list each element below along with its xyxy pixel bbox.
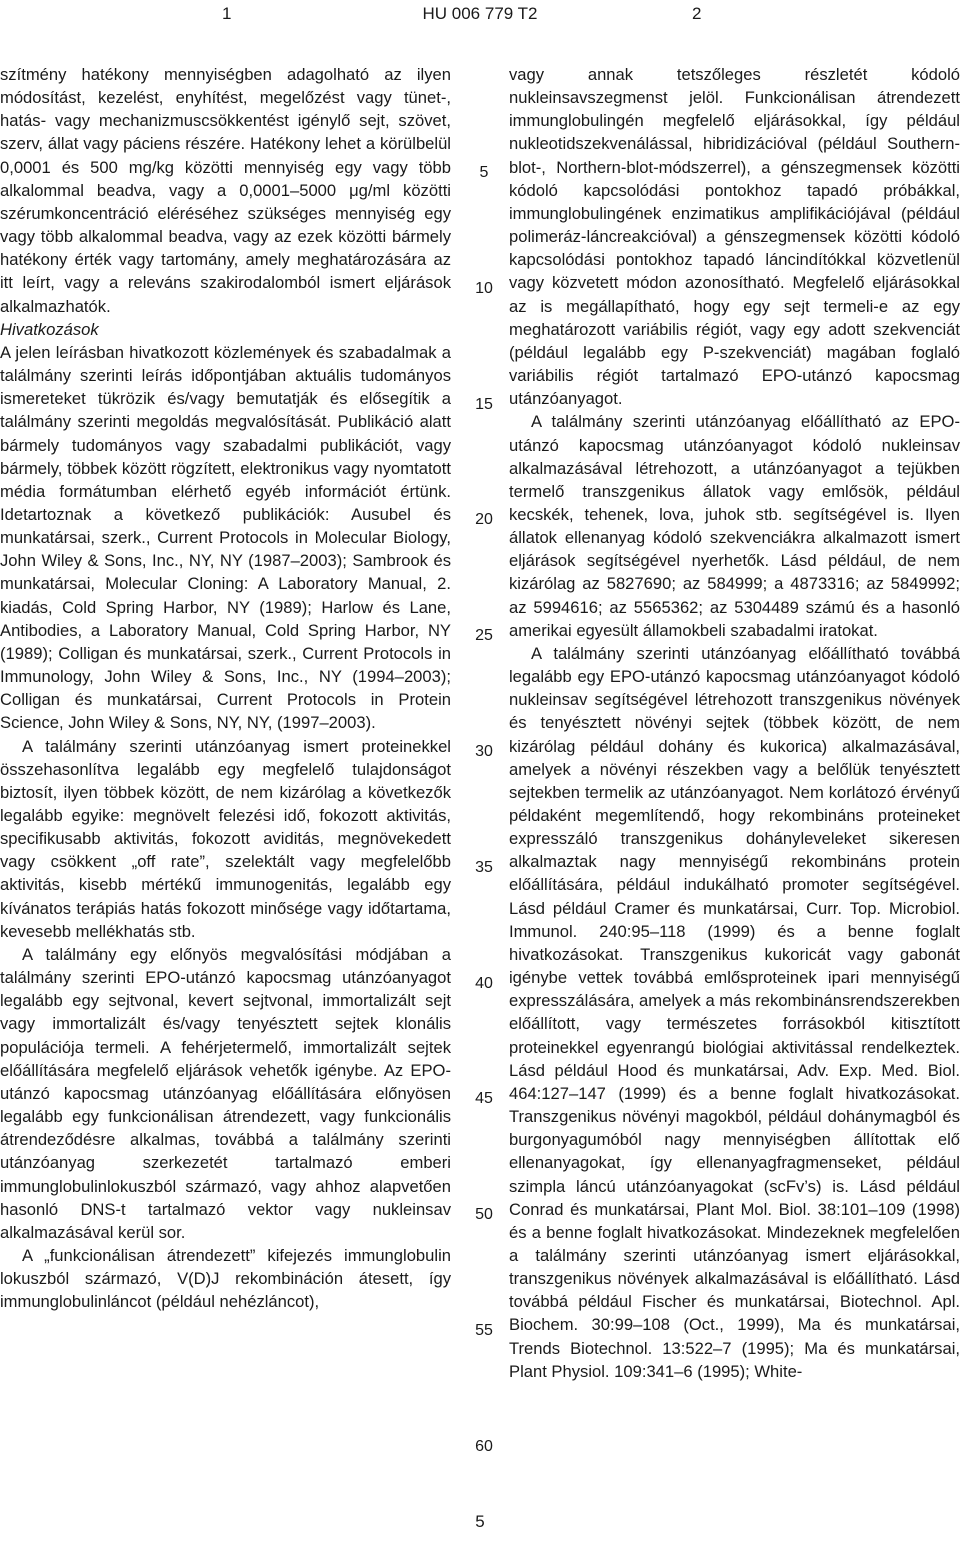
line-number: 50 <box>475 1206 493 1223</box>
line-number: 45 <box>475 1090 493 1107</box>
left-text-column <box>0 63 451 1313</box>
right-column-paragraph: vagy annak tetszőleges részletét kódoló nukleinsavszegmenst jelöl. Funkcionálisan átrendezett immunglobulingén megfelelő eljárásokkal, így például nukleotidszekvenálással, hibridizációval (például Southern-blot-, Northern-blot-módszerrel), a génszegmensek közötti kódoló kapcsolódási pontokhoz tapadó próbákkal, immunglobulingének enzimatikus amplifikációjával (például polimeráz-láncreakcióval) a génszegmensek közötti kódoló kapcsolódási pontokhoz tapadó láncindítókkal közvetlenül vagy közvetett módon azonosítható. Megfelelő eljárásokkal az is megállapítható, hogy egy sejt termeli-e az egy meghatározott variábilis régiót, vagy egy adott szekvenciát (például legalább egy P-szekvenciát) magában foglaló variábilis régiót tartalmazó EPO-utánzó kapocsmag utánzóanyagot. <box>509 65 960 409</box>
left-page-number: 1 <box>222 4 232 23</box>
line-number: 60 <box>475 1438 493 1455</box>
right-column-paragraph: A találmány szerinti utánzóanyag előállítható továbbá legalább egy EPO-utánzó kapocsmag utánzóanyagot kódoló nukleinsav segítségével létrehozott transzgenikus növények és tenyésztett növényi sejtek (többek között, de nem kizárólag például dohány és kukorica) alkalmazásával, amelyek a növényi részekben vagy a belőlük tenyésztett sejtekben termelik az utánzóanyagot. Nem korlátozó érvényű példaként megemlítendő, hogy rekombináns proteineket expresszáló transzgenikus dohányleveleket sikeresen alkalmaztak nagy mennyiségű rekombináns protein előállítására, például indukálható promoter segítségével. Lásd például Cramer és munkatársai, Curr. Top. Microbiol. Immunol. 240:95–118 (1999) és a benne foglalt hivatkozásokat. Transzgenikus kukoricát vagy gabonát igénybe vettek továbbá emlősproteinek ipari mennyiségű expresszálására, amelyek a más rekombinánsrendszerekben előállított, vagy természetes forrásokból kitisztított proteinekkel egyenrangú biológiai aktivitással rendelkeztek. Lásd például Hood és munkatársai, Adv. Exp. Med. Biol. 464:127–147 (1999) és a benne foglalt hivatkozásokat. Transzgenikus növényi magokból, például dohánymagból és burgonyagumóból nagy mennyiségben állítottak elő ellenanyagokat, így ellenanyagfragmenseket, például szimpla láncú utánzóanyagokat (scFv’s) is. Lásd például Conrad és munkatársai, Plant Mol. Biol. 38:101–109 (1998) és a benne foglalt hivatkozásokat. Mindezeknek megfelelően a találmány szerinti utánzóanyag ismert eljárásokkal, transzgenikus növények alkalmazásával is előállítható. Lásd továbbá például Fischer és munkatársai, Biotechnol. Apl. Biochem. 30:99–108 (Oct., 1999), Ma és munkatársai, Trends Biotechnol. 13:522–7 (1995); Ma és munkatársai, Plant Physiol. 109:341–6 (1995); White- <box>509 643 960 1381</box>
right-column-paragraph: A találmány szerinti utánzóanyag előállítható az EPO-utánzó kapocsmag utánzóanyagot kódoló nukleinsav alkalmazásával létrehozott, a utánzóanyagot a tejükben termelő transzgenikus állatok vagy emlősök, például kecskék, tehenek, lova, juhok stb. segítségével is. Ilyen állatok ellenanyag kódoló szekvenciákra alkalmazott ismert eljárások segítségével nyerhetők. Lásd például, de nem kizárólag az 5827690; az 584999; a 4873316; az 5849992; az 5994616; az 5565362; az 5304489 számú és a hasonló amerikai egyesült államokbeli szabadalmi iratokat. <box>509 412 960 640</box>
left-column-paragraph: A „funkcionálisan átrendezett” kifejezés immunglobulin lokuszból származó, V(D)J rekombináción átesett, így immunglobulinláncot (például nehézláncot), <box>0 1245 451 1312</box>
line-number: 55 <box>475 1322 493 1339</box>
left-column-heading: Hivatkozások <box>0 319 99 339</box>
line-number: 35 <box>475 859 493 876</box>
left-column-paragraph: szítmény hatékony mennyiségben adagolható az ilyen módosítást, kezelést, enyhítést, megelőzést vagy tünet-, hatás- vagy mechanizmuscsökkentést igénylő sejt, szövet, szerv, állat vagy páciens részére. Hatékony lehet a körülbelül 0,0001 és 500 mg/kg közötti mennyiség egy vagy több alkalommal beadva, vagy a 0,0001–5000 μg/ml közötti szérumkoncentráció eléréséhez szükséges mennyiség egy vagy több alkalommal beadva, vagy az ezek közötti bármely hatékony érték vagy tartomány, amely meghatározására az itt leírt, vagy a releváns szakirodalomból ismert eljárások alkalmazhatók. <box>0 65 451 316</box>
left-column-paragraph: A találmány egy előnyös megvalósítási módjában a találmány szerinti EPO-utánzó kapocsmag utánzóanyagot legalább egy sejtvonal, kevert sejtvonal, immortalizált sejt vagy immortalizált és/vagy tenyésztett sejtek klonális populációja termeli. A fehérjetermelő, immortalizált sejtek előállítására megfelelő eljárások vehetők igénybe. Az EPO-utánzó kapocsmag utánzóanyag előállítására előnyösen legalább egy funkcionálisan átrendezett, vagy funkcionális átrendeződésre alkalmas, továbbá a találmány szerinti utánzóanyag szerkezetét tartalmazó emberi immunglobulinlokuszból származó, vagy ahhoz alapvetően hasonló DNS-t tartalmazó vektor vagy nukleinsav alkalmazásával kerül sor. <box>0 944 451 1242</box>
page-header <box>0 0 960 32</box>
right-page-number: 2 <box>692 4 702 23</box>
line-number: 20 <box>475 511 493 528</box>
line-number: 30 <box>475 743 493 760</box>
line-number: 40 <box>475 975 493 992</box>
line-number: 10 <box>475 280 493 297</box>
line-number: 5 <box>479 164 489 181</box>
line-number: 15 <box>475 396 493 413</box>
page-footer-number: 5 <box>475 1512 485 1531</box>
left-column-paragraph: A jelen leírásban hivatkozott közlemények és szabadalmak a találmány szerinti leírás időpontjában aktuális tudományos ismereteket tükrözik és/vagy bemutatják és elősegítik a találmány szerinti megoldás megvalósítását. Publikáció alatt bármely tudományos vagy szabadalmi publikációt, vagy bármely, többek között rögzített, elektronikus vagy nyomtatott média formátumban elérhető egyéb információt értünk. Idetartoznak a következő publikációk: Ausubel és munkatársai, szerk., Current Protocols in Molecular Biology, John Wiley & Sons, Inc., NY, NY (1987–2003); Sambrook és munkatársai, Molecular Cloning: A Laboratory Manual, 2. kiadás, Cold Spring Harbor, NY (1989); Harlow és Lane, Antibodies, a Laboratory Manual, Cold Spring Harbor, NY (1989); Colligan és munkatársai, szerk., Current Protocols in Immunology, John Wiley & Sons, Inc., NY (1994–2003); Colligan és munkatársai, Current Protocols in Protein Science, John Wiley & Sons, NY, NY, (1997–2003). <box>0 342 451 733</box>
document-id: HU 006 779 T2 <box>422 4 538 23</box>
right-text-column <box>509 63 960 1383</box>
line-number: 25 <box>475 627 493 644</box>
left-column-paragraph: A találmány szerinti utánzóanyag ismert proteinekkel összehasonlítva legalább egy megfelelő tulajdonságot biztosít, ilyen többek között, de nem kizárólag a következők legalább egyike: megnövelt felezési idő, fokozott aktivitás, specifikusabb aktivitás, fokozott aviditás, megnövekedett vagy csökkent „off rate”, szelektált vagy megfelelőbb aktivitás, kisebb mértékű immunogenitás, legalább egy kívánatos terápiás hatás fokozott minősége vagy időtartama, kevesebb mellékhatás stb. <box>0 736 451 941</box>
